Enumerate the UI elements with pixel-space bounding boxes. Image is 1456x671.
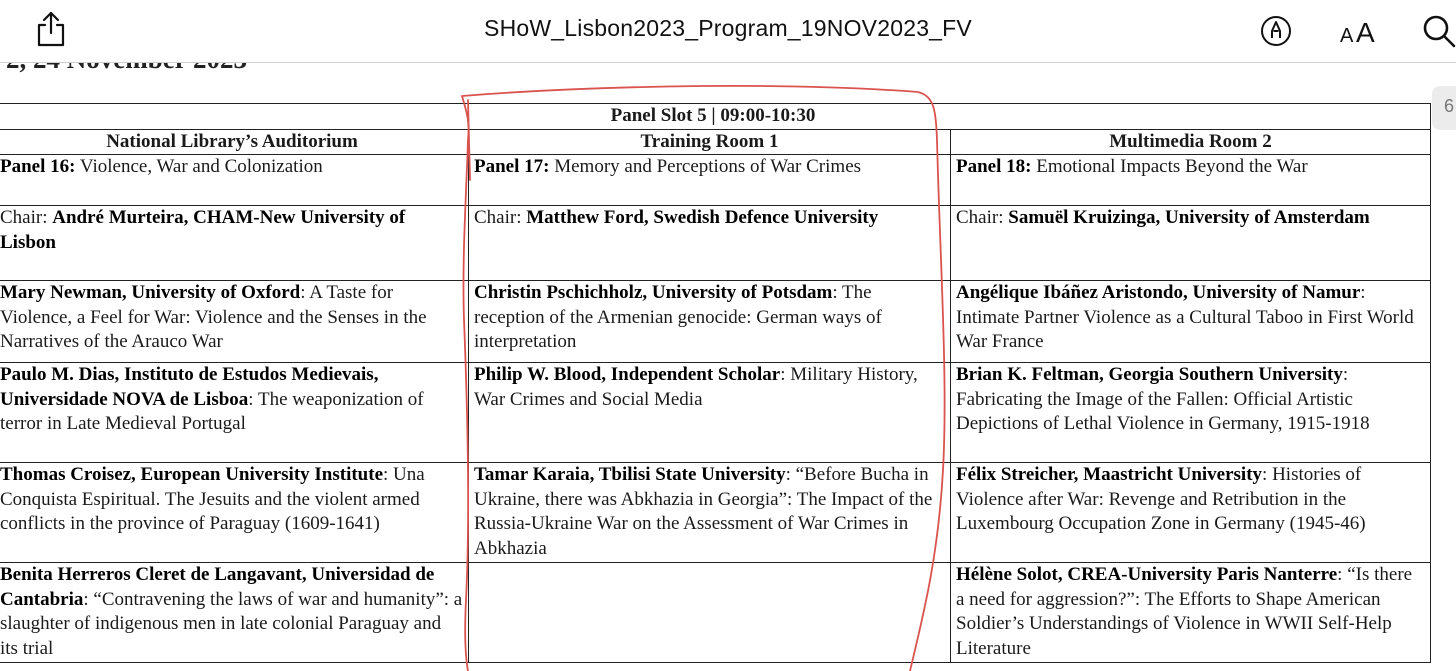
slot-row — [0, 104, 1431, 130]
paper-cell — [951, 463, 1431, 563]
panel-label: Panel 17: — [474, 156, 550, 177]
schedule-table — [0, 103, 1431, 663]
paper-author: Paulo M. Dias, Instituto de Estudos Medievais, Universidade NOVA de Lisboa — [0, 364, 379, 410]
page-number: 6 — [1444, 96, 1455, 116]
viewer-toolbar — [0, 0, 1456, 63]
paper-title: : The reception of the Armenian genocide: German ways of interpretation — [474, 282, 882, 352]
paper-title: : Military History, War Crimes and Social Media — [474, 364, 918, 410]
paper-author: Brian K. Feltman, Georgia Southern University — [956, 364, 1343, 385]
paper-row — [0, 463, 1431, 563]
paper-title: : “Contravening the laws of war and humanity”: a slaughter of indigenous men in late colonial Paraguay and its trial — [0, 588, 463, 659]
chair-name: André Murteira, CHAM-New University of Lisbon — [0, 207, 406, 253]
chair-cell — [0, 206, 469, 281]
chair-prefix: Chair: — [956, 207, 1009, 228]
chair-cell — [951, 206, 1431, 281]
paper-cell — [951, 281, 1431, 363]
paper-cell — [469, 363, 951, 463]
panel-18-cell — [951, 155, 1431, 206]
paper-title: : “Before Bucha in Ukraine, there was Abkhazia in Georgia”: The Impact of the Russia-Ukraine War on the Assessment of War Crimes in Abkhazia — [474, 464, 933, 559]
search-icon[interactable] — [1420, 12, 1456, 52]
panel-slot-header: Panel Slot 5 | 09:00-10:30 — [0, 104, 1431, 130]
paper-title: : Fabricating the Image of the Fallen: Official Artistic Depictions of Lethal Violence in Germany, 1915-1918 — [956, 364, 1370, 434]
panel-17-cell — [469, 155, 951, 206]
markup-pen-icon[interactable] — [1259, 14, 1293, 48]
paper-cell — [469, 281, 951, 363]
paper-author: Thomas Croisez, European University Institute — [0, 464, 384, 485]
chair-prefix: Chair: — [474, 207, 527, 228]
text-size-small-glyph: A — [1340, 25, 1354, 47]
page-number-tab[interactable] — [1432, 86, 1456, 130]
paper-row — [0, 281, 1431, 363]
paper-title: : A Taste for Violence, a Feel for War: Violence and the Senses in the Narratives of the Arauco War — [0, 282, 427, 352]
chair-name: Samuël Kruizinga, University of Amsterdam — [1008, 207, 1370, 228]
chair-prefix: Chair: — [0, 207, 53, 228]
room-row — [0, 129, 1431, 155]
chair-cell — [469, 206, 951, 281]
panel-label: Panel 18: — [956, 156, 1032, 177]
paper-cell — [469, 463, 951, 563]
paper-author: Mary Newman, University of Oxford — [0, 282, 301, 303]
paper-author: Philip W. Blood, Independent Scholar — [474, 364, 781, 385]
room-national-library-auditorium: National Library’s Auditorium — [0, 129, 469, 155]
paper-title: : Una Conquista Espiritual. The Jesuits and the violent armed conflicts in the province of Paraguay (1609-1641) — [0, 464, 425, 534]
paper-cell — [951, 563, 1431, 663]
paper-author: Hélène Solot, CREA-University Paris Nanterre — [956, 564, 1338, 585]
paper-author: Tamar Karaia, Tbilisi State University — [474, 464, 786, 485]
paper-title: : Histories of Violence after War: Revenge and Retribution in the Luxembourg Occupation Zone in Germany (1945-46) — [956, 464, 1366, 534]
room-multimedia-room-2: Multimedia Room 2 — [951, 129, 1431, 155]
chair-name: Matthew Ford, Swedish Defence University — [526, 207, 879, 228]
panel-title: Violence, War and Colonization — [75, 156, 323, 177]
panel-title: Emotional Impacts Beyond the War — [1031, 156, 1308, 177]
paper-author: Christin Pschichholz, University of Potsdam — [474, 282, 833, 303]
room-training-room-1: Training Room 1 — [469, 129, 951, 155]
paper-title: : “Is there a need for aggression?”: The Efforts to Shape American Soldier’s Understandings of Violence in WWII Self-Help Literature — [956, 564, 1413, 659]
panel-title: Memory and Perceptions of War Crimes — [549, 156, 862, 177]
paper-row — [0, 363, 1431, 463]
paper-row — [0, 563, 1431, 663]
document-title: SHoW_Lisbon2023_Program_19NOV2023_FV — [484, 15, 972, 41]
paper-title: : The weaponization of terror in Late Medieval Portugal — [0, 388, 424, 434]
paper-cell — [0, 281, 469, 363]
chair-row — [0, 206, 1431, 281]
panel-label: Panel 16: — [0, 156, 76, 177]
panel-title-row — [0, 155, 1431, 206]
paper-cell — [0, 463, 469, 563]
paper-title: : Intimate Partner Violence as a Cultural Taboo in First World War France — [956, 282, 1414, 352]
paper-author: Benita Herreros Cleret de Langavant, Universidad de Cantabria — [0, 564, 435, 610]
paper-cell — [0, 363, 469, 463]
text-size-large-glyph: A — [1356, 17, 1375, 48]
paper-author: Félix Streicher, Maastricht University — [956, 464, 1263, 485]
paper-cell — [951, 363, 1431, 463]
empty-paper-cell — [469, 563, 951, 663]
panel-16-cell — [0, 155, 469, 206]
paper-cell — [0, 563, 469, 663]
paper-author: Angélique Ibáñez Aristondo, University of Namur — [956, 282, 1361, 303]
text-size-icon[interactable] — [1336, 15, 1384, 49]
